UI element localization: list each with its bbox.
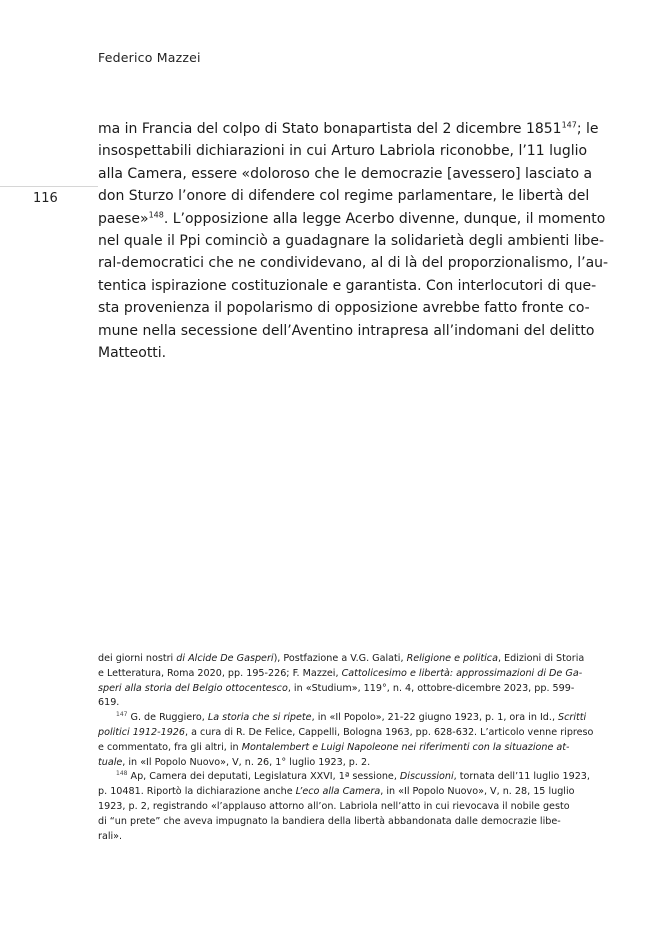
footnote-line: e Letteratura, Roma 2020, pp. 195-226; F. Mazzei, Cattolicesimo e libertà: approssimazioni di De Ga- <box>98 667 583 679</box>
body-line: Matteotti. <box>98 345 167 362</box>
footnote-line: tuale, in «Il Popolo Nuovo», V, n. 26, 1° luglio 1923, p. 2. <box>98 756 371 768</box>
footnote-line: 1923, p. 2, registrando «l’applauso attorno all’on. Labriola nell’atto in cui rievocava il nobile gesto <box>98 800 570 812</box>
body-line: tentica ispirazione costituzionale e garantista. Con interlocutori di que- <box>98 277 597 294</box>
footnote-line: $^{148}$ Ap, Camera dei deputati, Legislatura XXVI, 1ª sessione, Discussioni, tornata dell’11 luglio 1923, <box>116 770 590 783</box>
body-line: ral-democratici che ne condividevano, al di là del proporzionalismo, l’au- <box>98 255 609 272</box>
footnote-line: 619. <box>98 697 120 709</box>
footnote-line: dei giorni nostri di Alcide De Gasperi), Postfazione a V.G. Galati, Religione e politica, Edizioni di Storia <box>98 653 585 664</box>
footnote-147 <box>98 711 594 770</box>
body-line: don Sturzo l’onore di difendere col regime parlamentare, le libertà del <box>98 188 590 205</box>
footnote-line: di “un prete” che aveva impugnato la bandiera della libertà abbandonata dalle democrazie libe- <box>98 815 561 827</box>
body-line: sta provenienza il popolarismo di opposizione avrebbe fatto fronte co- <box>98 300 590 317</box>
footnote-line: e commentato, fra gli altri, in Montalembert e Luigi Napoleone nei riferimenti con la situazione at- <box>98 741 570 753</box>
body-line: insospettabili dichiarazioni in cui Arturo Labriola riconobbe, l’11 luglio <box>98 143 588 160</box>
footnote-marker: 148 <box>116 770 128 778</box>
footnote-line: politici 1912-1926, a cura di R. De Felice, Cappelli, Bologna 1963, pp. 628-632. L’articolo venne ripreso <box>98 726 594 738</box>
footnote-148 <box>98 770 590 844</box>
footnote-line: rali». <box>98 830 123 842</box>
footnote-marker: 147 <box>116 711 128 718</box>
footnotes <box>98 652 594 844</box>
page-number: 116 <box>33 191 58 206</box>
footnote-line: p. 10481. Riportò la dichiarazione anche L’eco alla Camera, in «Il Popolo Nuovo», V, n. 28, 15 luglio <box>98 786 575 798</box>
footnote-ref-148[interactable]: 148 <box>148 209 164 219</box>
running-header-author: Federico Mazzei <box>98 50 201 65</box>
body-line: paese»$^{148}$. L’opposizione alla legge Acerbo divenne, dunque, il momento <box>98 209 606 227</box>
body-text <box>98 118 609 364</box>
body-line: mune nella secessione dell’Aventino intrapresa all’indomani del delitto <box>98 322 595 339</box>
footnote-ref-147[interactable]: 147 <box>561 120 577 130</box>
body-line: ma in Francia del colpo di Stato bonapartista del 2 dicembre 1851$^{147}$; le <box>98 120 599 137</box>
footnote-line: $^{147}$ G. de Ruggiero, La storia che si ripete, in «Il Popolo», 21-22 giugno 1923, p. 1, ora in Id., Scritti <box>116 711 587 724</box>
margin-rule <box>0 186 98 187</box>
body-line: nel quale il Ppi cominciò a guadagnare la solidarietà degli ambienti libe- <box>98 233 605 250</box>
body-line: alla Camera, essere «doloroso che le democrazie [avessero] lasciato a <box>98 165 593 182</box>
footnote-146-continued <box>98 652 585 711</box>
footnote-line: speri alla storia del Belgio ottocentesco, in «Studium», 119°, n. 4, ottobre-dicembre 2023, pp. 599- <box>98 682 575 694</box>
